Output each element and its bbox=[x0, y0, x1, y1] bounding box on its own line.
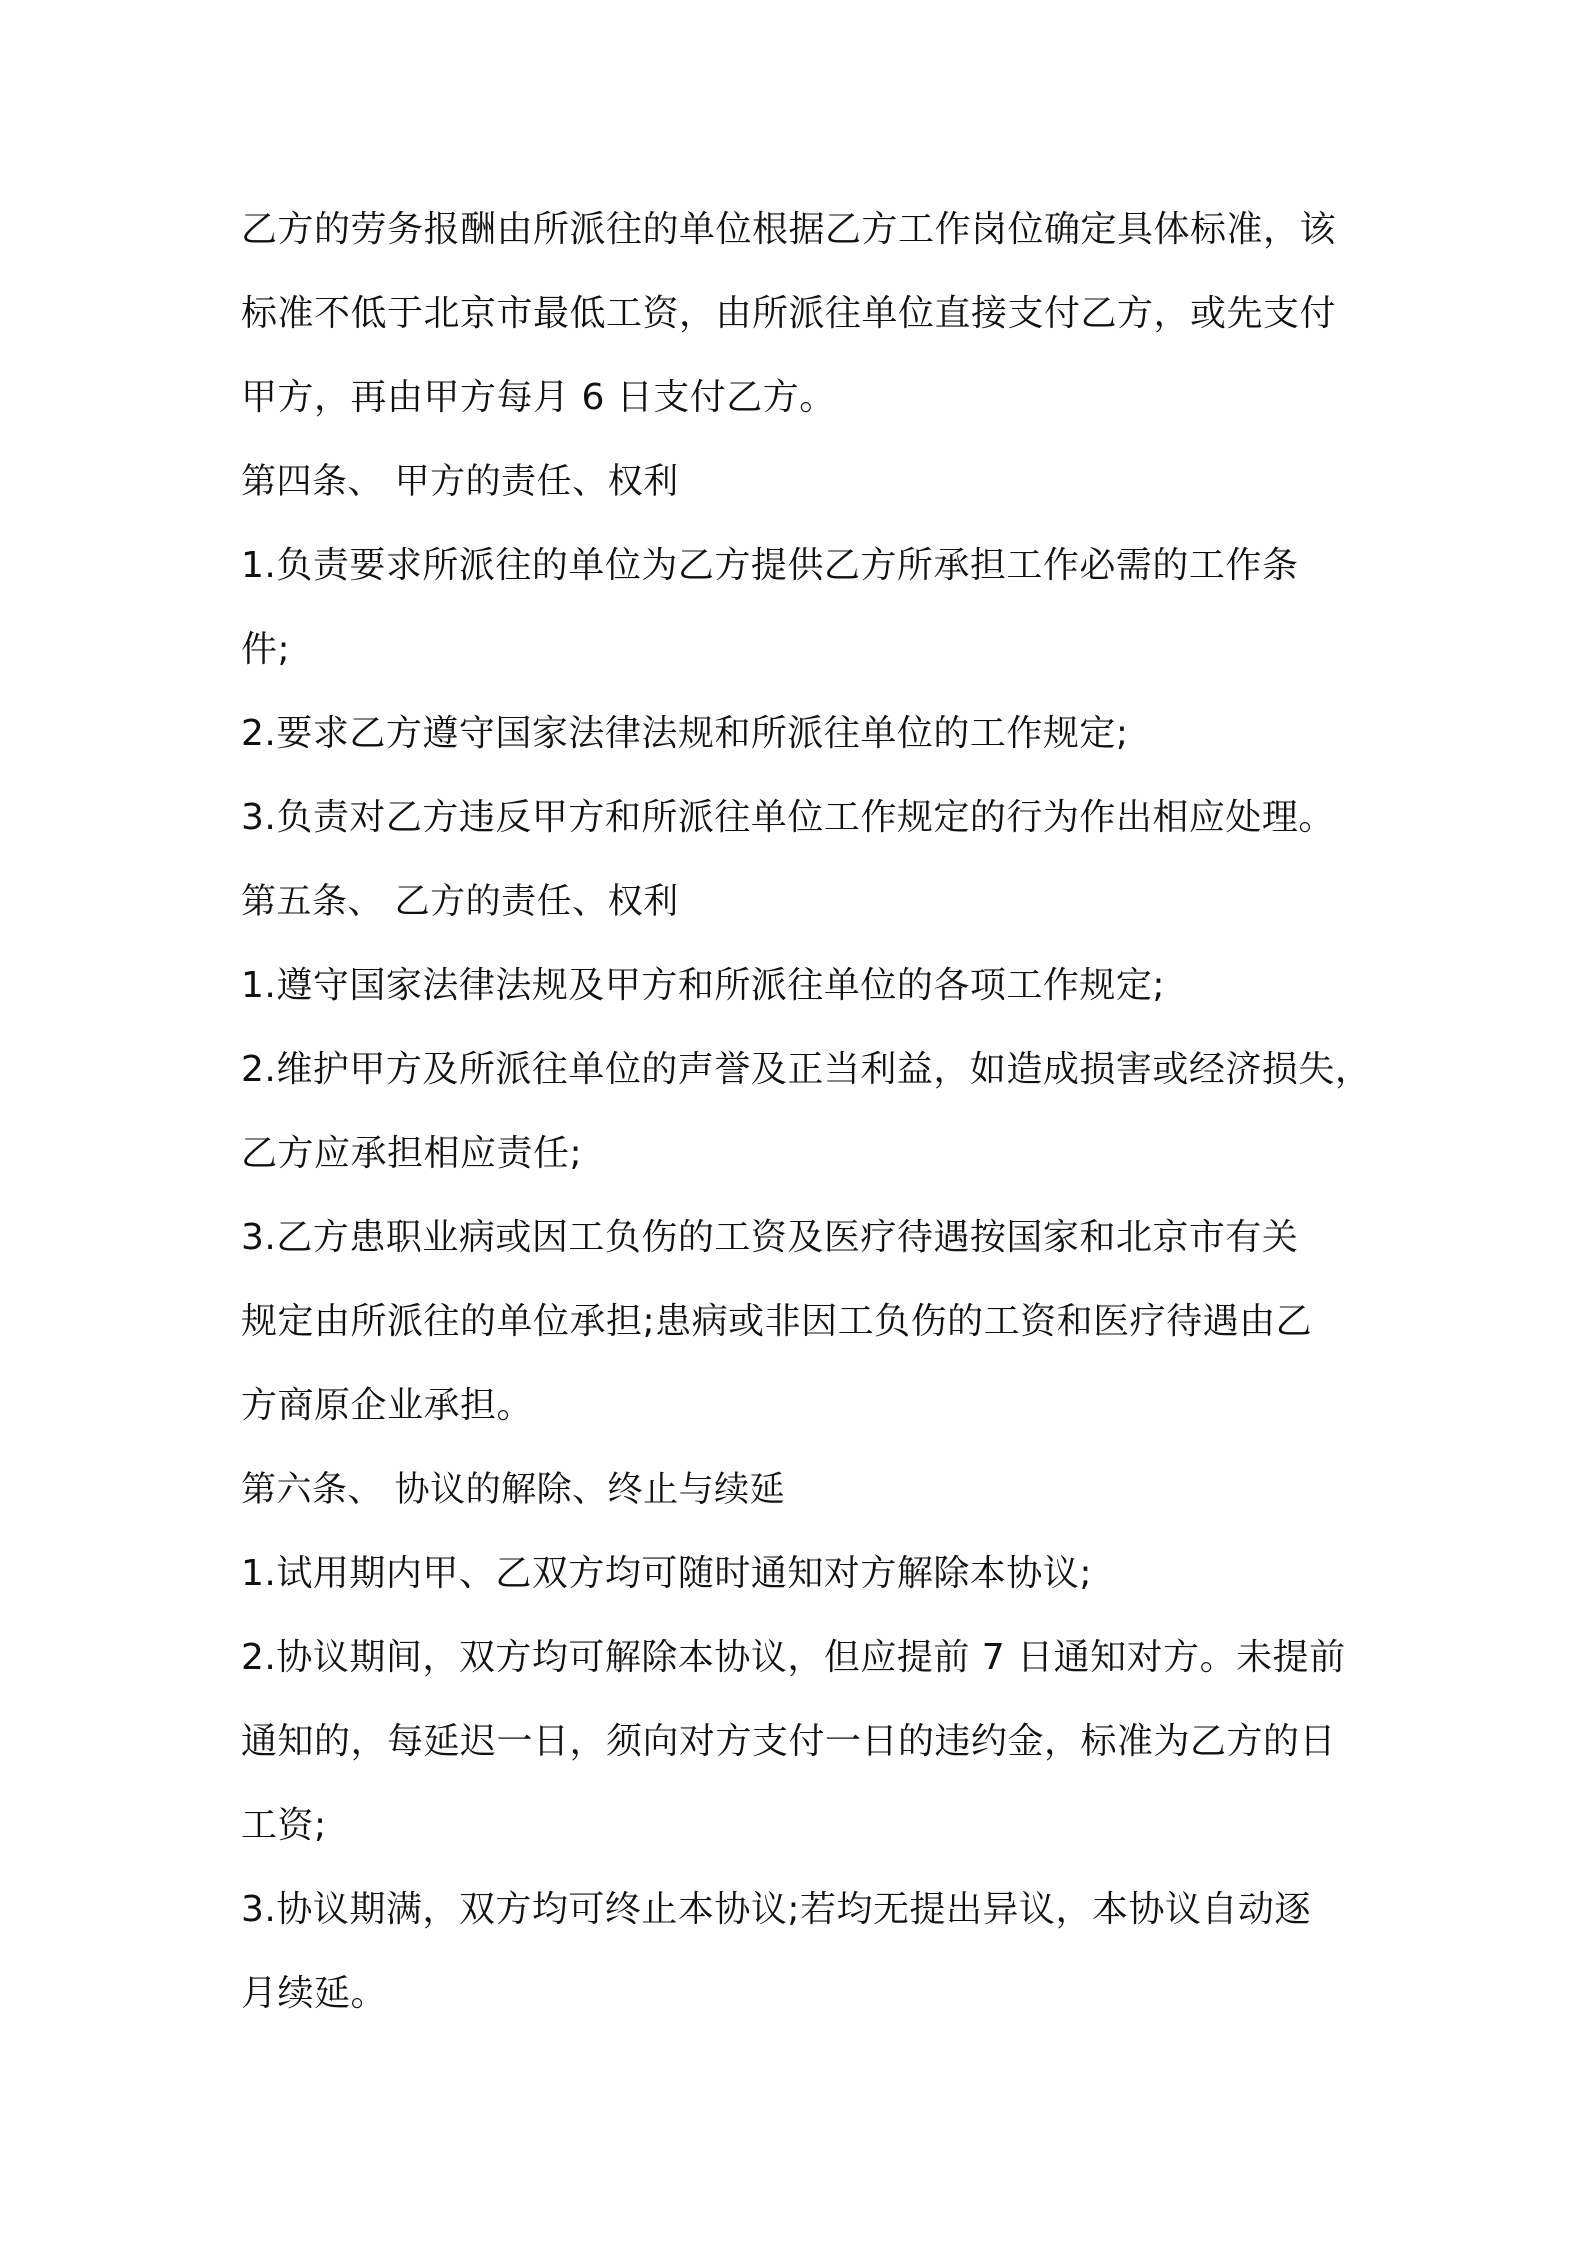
paragraph-line: 规定由所派往的单位承担;患病或非因工负伤的工资和医疗待遇由乙 bbox=[241, 1301, 1313, 1342]
paragraph-line: 2.维护甲方及所派往单位的声誉及正当利益，如造成损害或经济损失， bbox=[241, 1049, 1372, 1090]
paragraph-line: 3.乙方患职业病或因工负伤的工资及医疗待遇按国家和北京市有关 bbox=[241, 1217, 1299, 1258]
paragraph-line: 月续延。 bbox=[241, 1973, 388, 2014]
paragraph-line: 1.负责要求所派往的单位为乙方提供乙方所承担工作必需的工作条 bbox=[241, 545, 1299, 586]
paragraph-line: 通知的，每延迟一日，须向对方支付一日的违约金，标准为乙方的日 bbox=[241, 1721, 1337, 1762]
section-heading-article-5: 第五条、 乙方的责任、权利 bbox=[241, 882, 679, 922]
paragraph-line: 3.负责对乙方违反甲方和所派往单位工作规定的行为作出相应处理。 bbox=[241, 797, 1335, 838]
paragraph-line: 标准不低于北京市最低工资，由所派往单位直接支付乙方，或先支付 bbox=[241, 293, 1337, 334]
paragraph-line: 工资; bbox=[241, 1805, 327, 1846]
paragraph-line: 2.协议期间，双方均可解除本协议，但应提前 7 日通知对方。未提前 bbox=[241, 1637, 1346, 1678]
paragraph-line: 1.遵守国家法律法规及甲方和所派往单位的各项工作规定; bbox=[241, 965, 1165, 1006]
section-heading-article-6: 第六条、 协议的解除、终止与续延 bbox=[241, 1470, 786, 1510]
paragraph-line: 件; bbox=[241, 629, 291, 670]
paragraph-line: 乙方的劳务报酬由所派往的单位根据乙方工作岗位确定具体标准，该 bbox=[241, 209, 1337, 250]
paragraph-line: 3.协议期满，双方均可终止本协议;若均无提出异议，本协议自动逐 bbox=[241, 1889, 1311, 1930]
paragraph-line: 乙方应承担相应责任; bbox=[241, 1133, 583, 1174]
paragraph-line: 1.试用期内甲、乙双方均可随时通知对方解除本协议; bbox=[241, 1553, 1092, 1594]
paragraph-line: 甲方，再由甲方每月 6 日支付乙方。 bbox=[241, 377, 836, 418]
section-heading-article-4: 第四条、 甲方的责任、权利 bbox=[241, 462, 679, 502]
paragraph-line: 2.要求乙方遵守国家法律法规和所派往单位的工作规定; bbox=[241, 713, 1129, 754]
paragraph-line: 方商原企业承担。 bbox=[241, 1385, 534, 1426]
